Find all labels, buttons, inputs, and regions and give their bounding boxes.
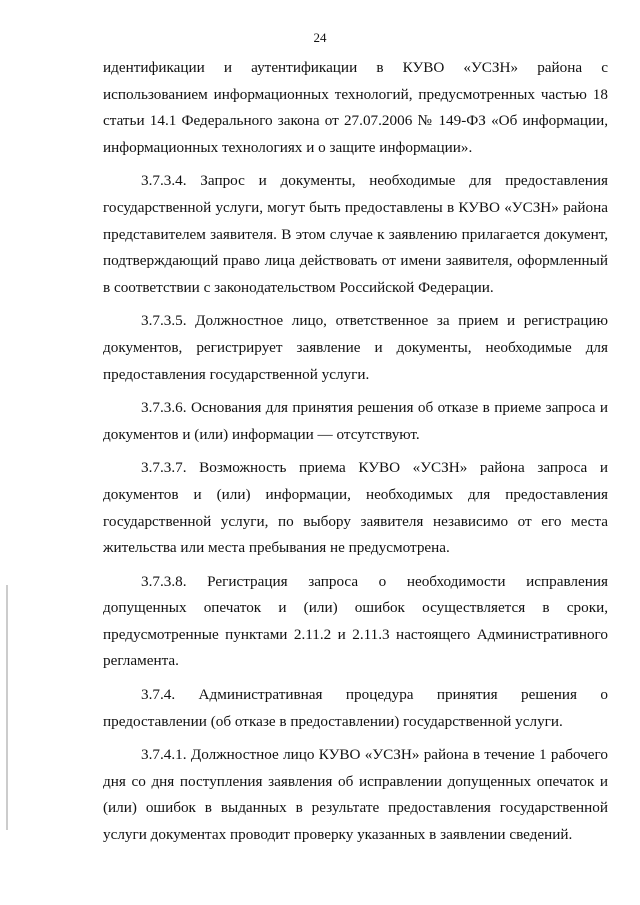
document-body xyxy=(103,55,608,856)
paragraph-3-7-3-6: 3.7.3.6. Основания для принятия решения об отказе в приеме запроса и документов и (или) информации — отсутствуют. xyxy=(103,399,608,443)
paragraph-3-7-4: 3.7.4. Административная процедура принятия решения о предоставлении (об отказе в предоставлении) государственной услуги. xyxy=(103,686,608,730)
paragraph-3-7-4-1: 3.7.4.1. Должностное лицо КУВО «УСЗН» района в течение 1 рабочего дня со дня поступления заявления об исправлении допущенных опечаток и (или) ошибок в выданных в результате предоставления государственной услуги документах проводит проверку указанных в заявлении сведений. xyxy=(103,746,608,844)
paragraph-3-7-3-8: 3.7.3.8. Регистрация запроса о необходимости исправления допущенных опечаток и (или) ошибок осуществляется в сроки, предусмотренные пунктами 2.11.2 и 2.11.3 настоящего Административного регламента. xyxy=(103,572,608,670)
page-number: 24 xyxy=(313,30,327,45)
paragraph-3-7-3-7: 3.7.3.7. Возможность приема КУВО «УСЗН» района запроса и документов и (или) информации, необходимых для предоставления государственной услуги, по выбору заявителя независимо от его места жительства или места пребывания не предусмотрена. xyxy=(103,459,608,557)
paragraph-3-7-3-4: 3.7.3.4. Запрос и документы, необходимые для предоставления государственной услуги, могут быть предоставлены в КУВО «УСЗН» района представителем заявителя. В этом случае к заявлению прилагается документ, подтверждающий право лица действовать от имени заявителя, оформленный в соответствии с законодательством Российской Федерации. xyxy=(103,172,608,296)
scan-edge-line xyxy=(6,585,8,830)
paragraph-continuation: идентификации и аутентификации в КУВО «УСЗН» района с использованием информационных технологий, предусмотренных частью 18 статьи 14.1 Федерального закона от 27.07.2006 № 149-ФЗ «Об информации, информационных технологиях и о защите информации». xyxy=(103,59,608,156)
paragraph-3-7-3-5: 3.7.3.5. Должностное лицо, ответственное за прием и регистрацию документов, регистрирует заявление и документы, необходимые для предоставления государственной услуги. xyxy=(103,312,608,383)
